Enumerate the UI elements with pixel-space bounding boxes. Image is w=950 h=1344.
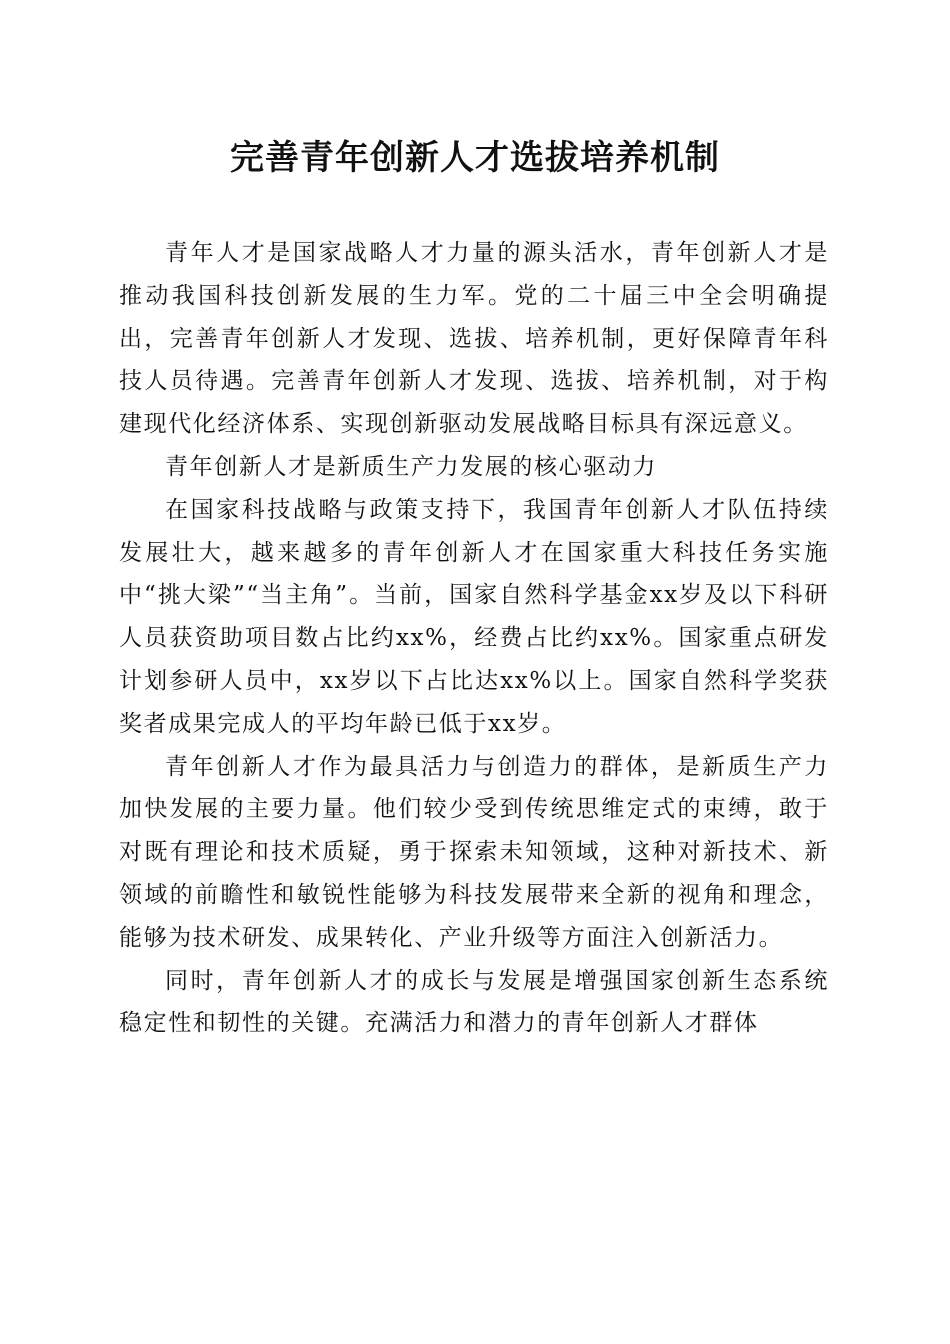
paragraph-policy-support: 在国家科技战略与政策支持下，我国青年创新人才队伍持续发展壮大，越来越多的青年创新人才在国家重大科技任务实施中“挑大梁”“当主角”。当前，国家自然科学基金xx岁及以下科研人员获资助项目数占比约xx%，经费占比约xx%。国家重点研发计划参研人员中，xx岁以下占比达xx%以上。国家自然科学奖获奖者成果完成人的平均年龄已低于xx岁。 [119,496,829,737]
document-title: 完善青年创新人才选拔培养机制 [230,138,720,178]
paragraph-vitality: 青年创新人才作为最具活力与创造力的群体，是新质生产力加快发展的主要力量。他们较少受到传统思维定式的束缚，敢于对既有理论和技术质疑，勇于探索未知领域，这种对新技术、新领域的前瞻性和敏锐性能够为科技发展带来全新的视角和理念，能够为技术研发、成果转化、产业升级等方面注入创新活力。 [119,753,829,951]
paragraph-intro: 青年人才是国家战略人才力量的源头活水，青年创新人才是推动我国科技创新发展的生力军。党的二十届三中全会明确提出，完善青年创新人才发现、选拔、培养机制，更好保障青年科技人员待遇。完善青年创新人才发现、选拔、培养机制，对于构建现代化经济体系、实现创新驱动发展战略目标具有深远意义。 [119,240,829,438]
section-heading: 青年创新人才是新质生产力发展的核心驱动力 [165,453,657,480]
paragraph-ecosystem: 同时，青年创新人才的成长与发展是增强国家创新生态系统稳定性和韧性的关键。充满活力和潜力的青年创新人才群体 [119,967,829,1037]
document-body [119,232,829,1045]
